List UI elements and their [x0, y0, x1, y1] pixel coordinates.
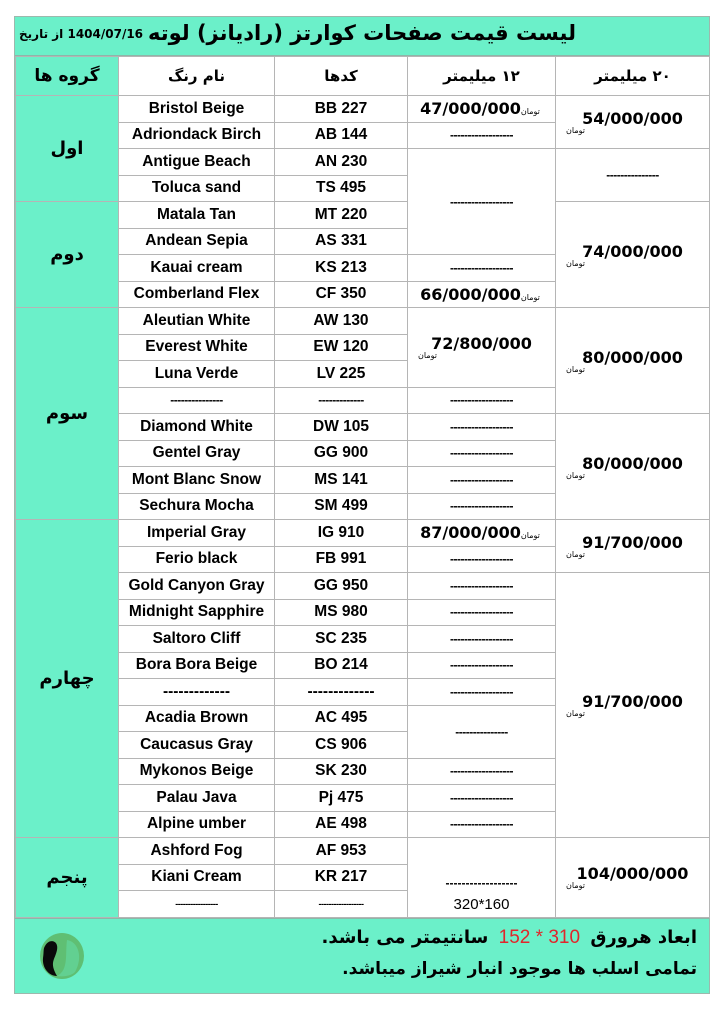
price-20mm-empty: --------------- — [556, 149, 710, 202]
color-name: Midnight Sapphire — [119, 599, 275, 626]
table-row — [16, 202, 710, 229]
color-name-empty: --------------- — [119, 387, 275, 414]
color-name: Sechura Mocha — [119, 493, 275, 520]
currency-label: تومان — [418, 351, 437, 361]
color-name: Mont Blanc Snow — [119, 467, 275, 494]
price-12mm-empty: ------------------ — [408, 626, 556, 653]
color-name: Saltoro Cliff — [119, 626, 275, 653]
color-code: EW 120 — [275, 334, 408, 361]
dimension-width: 152 — [498, 926, 531, 948]
dimension-length: 310 — [548, 926, 581, 948]
color-code: IG 910 — [275, 520, 408, 547]
color-code-empty: ------------- — [275, 387, 408, 414]
price-12mm-empty: ------------------ — [408, 546, 556, 573]
price-value: 80/000/000 — [582, 453, 683, 473]
page-title: لیست قیمت صفحات کوارتز (رادیانز) لوته — [147, 21, 577, 45]
price-12mm-empty: ------------------ — [445, 875, 518, 890]
price-value: 91/700/000 — [582, 692, 683, 711]
price-20mm — [556, 838, 710, 918]
price-12mm — [408, 308, 556, 388]
color-name: Ferio black — [119, 546, 275, 573]
color-code: BO 214 — [275, 652, 408, 679]
color-code: Pj 475 — [275, 785, 408, 812]
color-code: MT 220 — [275, 202, 408, 229]
price-value: 54/000/000 — [582, 109, 683, 128]
currency-label: تومان — [566, 364, 585, 374]
price-value: 66/000/000 — [420, 284, 521, 304]
table-row — [16, 96, 710, 123]
currency-label: تومان — [566, 126, 585, 135]
price-list-sheet — [14, 16, 710, 994]
price-value: 72/800/000 — [431, 334, 532, 354]
color-code: AN 230 — [275, 149, 408, 176]
price-12mm-empty: ------------------ — [408, 811, 556, 838]
currency-label: تومان — [520, 531, 540, 541]
color-code: KR 217 — [275, 864, 408, 891]
group-cell-5: پنجم — [16, 838, 119, 918]
price-12mm-empty: --------------- — [408, 705, 556, 758]
color-name: Andean Sepia — [119, 228, 275, 255]
price-12mm — [408, 520, 556, 547]
size-note: 320*160 — [453, 895, 510, 913]
currency-label: تومان — [520, 292, 540, 302]
title-bar — [15, 17, 709, 56]
color-code: GG 900 — [275, 440, 408, 467]
color-code: MS 141 — [275, 467, 408, 494]
color-name: Alpine umber — [119, 811, 275, 838]
currency-label: تومان — [566, 709, 585, 718]
price-12mm-empty: ------------------ — [408, 785, 556, 812]
color-code: GG 950 — [275, 573, 408, 600]
price-12mm-empty: ------------------ — [408, 493, 556, 520]
price-12mm-empty: ------------------ — [408, 467, 556, 494]
color-code: AC 495 — [275, 705, 408, 732]
group-cell-3: سوم — [16, 308, 119, 520]
price-12mm-empty: ------------------ — [408, 652, 556, 679]
color-name: Ashford Fog — [119, 838, 275, 865]
price-12mm-empty: ------------------ — [408, 573, 556, 600]
header-codes: کدها — [275, 57, 408, 96]
currency-label: تومان — [566, 470, 585, 480]
price-value: 74/000/000 — [582, 241, 683, 261]
dimensions-note — [322, 927, 698, 949]
price-12mm-empty: ------------------ — [408, 758, 556, 785]
color-code: AS 331 — [275, 228, 408, 255]
table-row — [16, 838, 710, 865]
currency-label: تومان — [566, 258, 585, 268]
price-12mm-empty: ------------------ — [408, 440, 556, 467]
price-12mm-empty: ------------------ — [408, 255, 556, 282]
date-label: از تاریخ — [19, 27, 64, 41]
price-20mm — [556, 414, 710, 520]
color-code: TS 495 — [275, 175, 408, 202]
color-code: BB 227 — [275, 96, 408, 123]
dimensions-suffix: سانتیمتر می باشد. — [321, 926, 489, 948]
currency-label: تومان — [566, 550, 585, 559]
color-code: AB 144 — [275, 122, 408, 149]
price-20mm — [556, 520, 710, 573]
price-20mm — [556, 202, 710, 308]
color-name: Toluca sand — [119, 175, 275, 202]
color-code: FB 991 — [275, 546, 408, 573]
dimension-value — [499, 927, 580, 948]
price-value: 87/000/000 — [420, 523, 521, 543]
table-row — [16, 573, 710, 600]
color-name: Luna Verde — [119, 361, 275, 388]
price-value: 80/000/000 — [582, 347, 683, 367]
price-12mm-size-note — [408, 838, 556, 918]
price-20mm — [556, 96, 710, 149]
color-name: Caucasus Gray — [119, 732, 275, 759]
color-code: CS 906 — [275, 732, 408, 759]
currency-label: تومان — [520, 107, 540, 117]
color-code: SC 235 — [275, 626, 408, 653]
date-value: 1404/07/16 — [67, 27, 144, 41]
header-color-name: نام رنگ — [119, 57, 275, 96]
color-code-empty: ------------- — [275, 679, 408, 706]
price-20mm — [556, 308, 710, 414]
color-code: LV 225 — [275, 361, 408, 388]
price-table — [15, 56, 710, 918]
header-20mm: ۲۰ میلیمتر — [556, 57, 710, 96]
color-code: CF 350 — [275, 281, 408, 308]
table-row — [16, 308, 710, 335]
currency-label: تومان — [566, 881, 585, 891]
price-value: 104/000/000 — [576, 864, 689, 884]
price-20mm — [556, 573, 710, 838]
price-value: 47/000/000 — [420, 99, 521, 119]
table-row — [16, 414, 710, 441]
price-12mm-empty: ------------------ — [408, 599, 556, 626]
group-cell-1: اول — [16, 96, 119, 202]
group-cell-4: چهارم — [16, 520, 119, 838]
color-code: KS 213 — [275, 255, 408, 282]
price-12mm-empty: ------------------ — [408, 387, 556, 414]
company-logo-icon — [39, 932, 85, 980]
price-12mm-empty: ------------------ — [408, 414, 556, 441]
color-code: SK 230 — [275, 758, 408, 785]
dimension-separator: * — [535, 926, 544, 948]
table-row — [16, 149, 710, 176]
color-code: SM 499 — [275, 493, 408, 520]
color-name: Aleutian White — [119, 308, 275, 335]
header-12mm: ۱۲ میلیمتر — [408, 57, 556, 96]
price-value: 91/700/000 — [582, 533, 683, 552]
color-name: Kiani Cream — [119, 864, 275, 891]
color-name: Diamond White — [119, 414, 275, 441]
color-code-empty: ------------------ — [275, 891, 408, 918]
color-name: Acadia Brown — [119, 705, 275, 732]
color-name: Gentel Gray — [119, 440, 275, 467]
color-code: AE 498 — [275, 811, 408, 838]
color-name: Bristol Beige — [119, 96, 275, 123]
color-name: Matala Tan — [119, 202, 275, 229]
dimensions-prefix: ابعاد هرورق — [590, 926, 697, 948]
color-name: Adriondack Birch — [119, 122, 275, 149]
color-name: Everest White — [119, 334, 275, 361]
price-12mm-empty: ------------------ — [408, 149, 556, 255]
color-code: MS 980 — [275, 599, 408, 626]
color-name: Palau Java — [119, 785, 275, 812]
color-code: DW 105 — [275, 414, 408, 441]
price-12mm — [408, 281, 556, 308]
color-name: Bora Bora Beige — [119, 652, 275, 679]
color-name: Imperial Gray — [119, 520, 275, 547]
table-header-row — [16, 57, 710, 96]
color-name-empty: ----------------- — [119, 891, 275, 918]
price-12mm-empty: ------------------ — [408, 122, 556, 149]
price-12mm-empty: ------------------ — [408, 679, 556, 706]
color-name: Comberland Flex — [119, 281, 275, 308]
footer — [15, 918, 709, 993]
color-name: Kauai cream — [119, 255, 275, 282]
color-name: Antigue Beach — [119, 149, 275, 176]
color-name: Mykonos Beige — [119, 758, 275, 785]
color-name-empty: ------------- — [119, 679, 275, 706]
group-cell-2: دوم — [16, 202, 119, 308]
color-code: AW 130 — [275, 308, 408, 335]
price-12mm — [408, 96, 556, 123]
table-row — [16, 520, 710, 547]
color-name: Gold Canyon Gray — [119, 573, 275, 600]
header-groups: گروه ها — [16, 57, 119, 96]
color-code: AF 953 — [275, 838, 408, 865]
warehouse-note: تمامی اسلب ها موجود انبار شیراز میباشد. — [342, 958, 697, 979]
